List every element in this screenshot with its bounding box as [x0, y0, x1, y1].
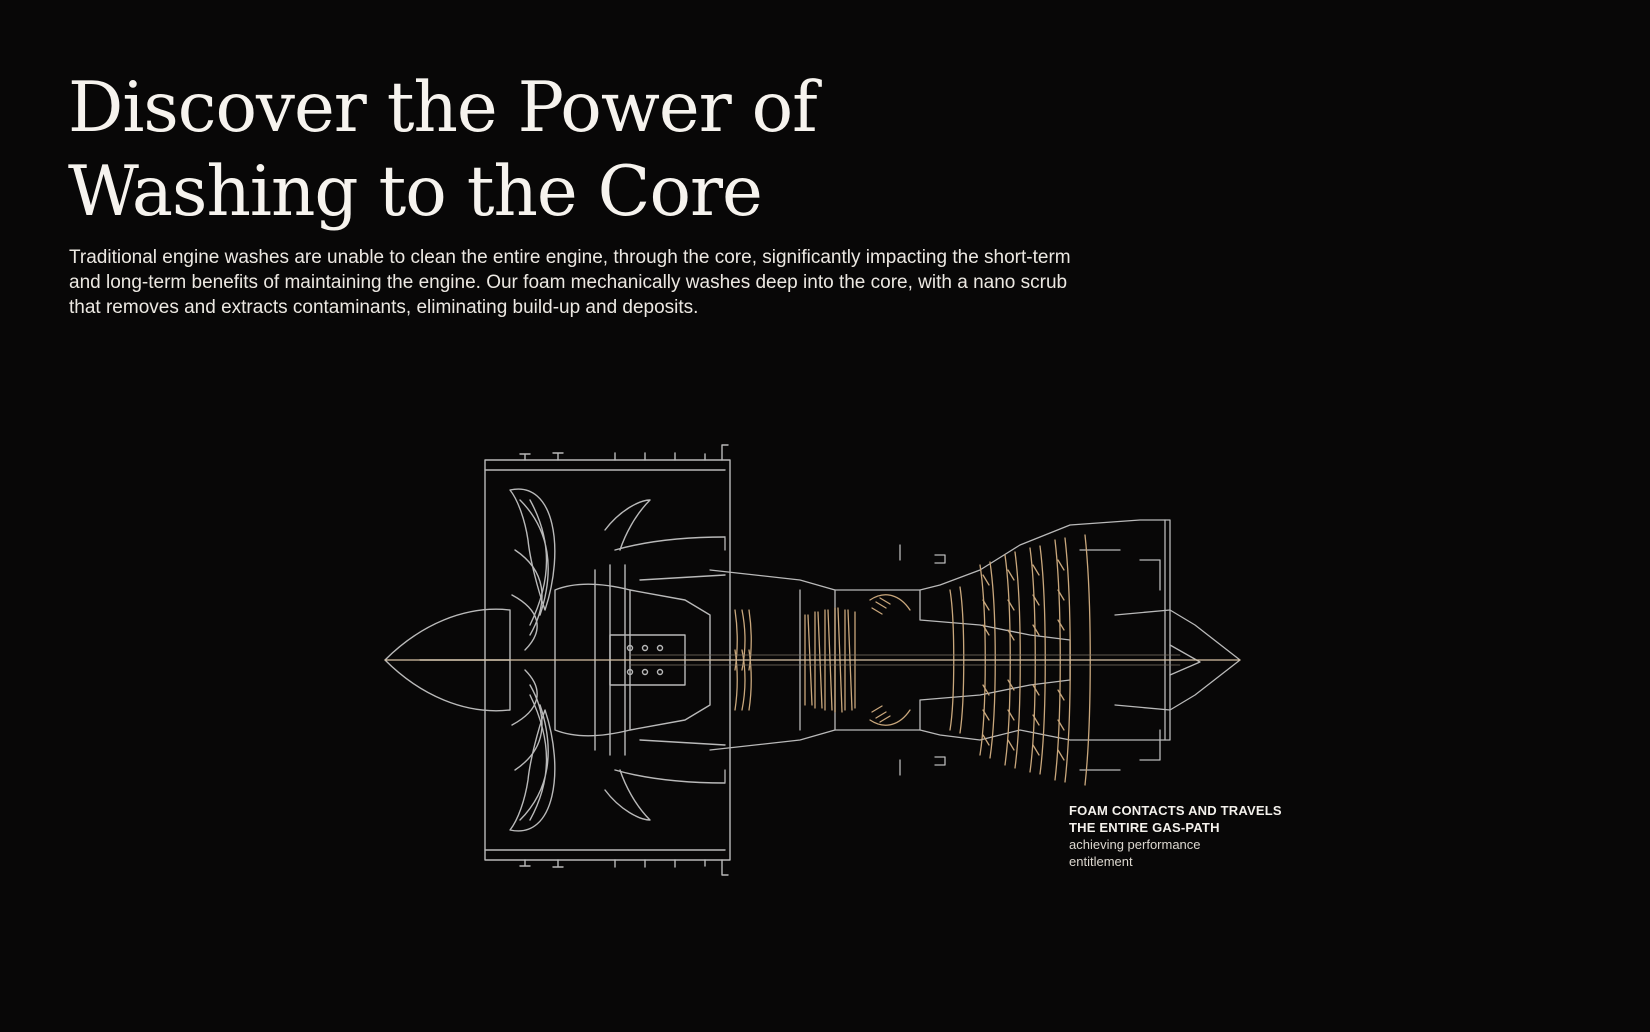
callout-heading-line-2: THE ENTIRE GAS-PATH — [1069, 820, 1220, 835]
callout-subtext-line-2: entitlement — [1069, 854, 1133, 869]
hero-description: Traditional engine washes are unable to clean the entire engine, through the core, significantly impacting the short-term and long-term benefits of maintaining the engine. Our foam mechanically washes deep into the core, with a nano scrub that removes and extracts contaminants, eliminating build-up and deposits. — [69, 247, 1071, 318]
callout-heading — [1069, 802, 1309, 836]
core-casing — [710, 520, 1240, 782]
gas-path-callout — [1069, 802, 1309, 870]
callout-heading-line-1: FOAM CONTACTS AND TRAVELS — [1069, 803, 1282, 818]
page-title-line-2: Washing to the Core — [68, 152, 762, 232]
page-title — [68, 66, 968, 234]
callout-subtext — [1069, 836, 1309, 870]
callout-subtext-line-1: achieving performance — [1069, 837, 1201, 852]
page-title-line-1: Discover the Power of — [68, 68, 817, 148]
engine-shaft-axis — [385, 655, 1240, 665]
